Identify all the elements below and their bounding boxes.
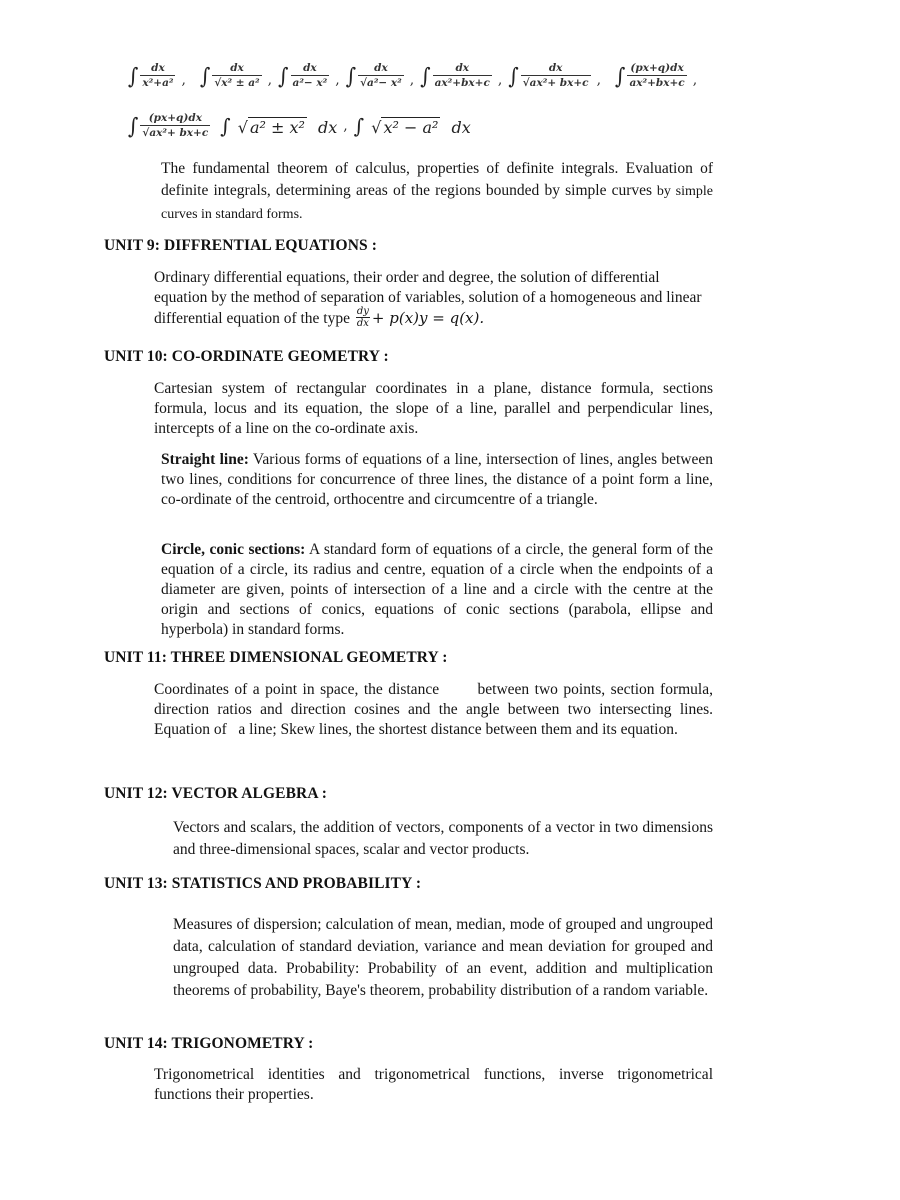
derivative-fraction <box>356 306 370 329</box>
fraction <box>140 62 175 89</box>
subsection-text: A standard form of equations of a circle, the general form of the equation of a circle, its radius and centre, equation of a circle when the endpoints of a diameter are given, points of intersection of a line and a circle with the centre at the origin and sections of conics, equations of conic sections (parabola, ellipse and hyperbola) in standard forms. <box>161 541 713 638</box>
separator: , <box>497 71 503 88</box>
subsection-label: Circle, conic sections: <box>161 541 306 558</box>
separator: , <box>181 71 186 88</box>
separator: , <box>596 71 602 88</box>
fraction-numerator: dx <box>374 62 388 74</box>
integral-sign: ∫ <box>420 62 431 89</box>
fraction-denominator: ax²+bx+c <box>434 77 490 90</box>
integral-formulas-row-2 <box>128 112 471 139</box>
integral-formula <box>615 62 687 89</box>
sqrt-integral <box>354 114 471 138</box>
integral-formula <box>200 62 262 89</box>
integral-sign: ∫ <box>345 62 357 89</box>
fraction-numerator: dx <box>151 62 165 74</box>
integral-sign: ∫ <box>615 62 626 89</box>
fraction-denominator: x²+a² <box>142 77 174 90</box>
integral-sign: ∫ <box>353 113 365 138</box>
unit-10-heading: UNIT 10: CO-ORDINATE GEOMETRY : <box>104 348 389 365</box>
fraction <box>140 112 210 139</box>
fraction <box>358 62 404 89</box>
integral-formula <box>128 112 210 139</box>
unit-11-text: Coordinates of a point in space, the distance between two points, section formula, direction ratios and direction cosines and the angle between two intersecting lines. Equation of a line; Skew lines, the shortest distance between them and its equation. <box>154 681 713 738</box>
integral-formula <box>420 62 492 89</box>
fraction-numerator: dx <box>455 62 470 74</box>
fraction-numerator: dy <box>356 306 369 317</box>
unit-12-heading: UNIT 12: VECTOR ALGEBRA : <box>104 785 327 802</box>
sqrt-integral <box>220 114 337 138</box>
sqrt-sign: √ <box>371 117 382 137</box>
paragraph-text: Ordinary differential equations, their order and degree, the solution of differential equation by the method of separation of variables, solution of a homogeneous and linear differential equation of the type <box>154 269 702 328</box>
unit-14-heading: UNIT 14: TRIGONOMETRY : <box>104 1035 314 1052</box>
radicand: x² − a² <box>383 117 439 137</box>
unit-10-text: Cartesian system of rectangular coordinates in a plane, distance formula, sections formula, locus and its equation, the slope of a line, parallel and perpendicular lines, intercepts of a line on the co-ordinate axis. <box>154 380 713 437</box>
unit-11-heading: UNIT 11: THREE DIMENSIONAL GEOMETRY : <box>104 649 448 666</box>
separator: , <box>692 71 698 88</box>
fraction-denominator: a²− x² <box>292 77 328 90</box>
fraction <box>212 62 261 89</box>
integral-formula <box>278 62 329 89</box>
integral-sign: ∫ <box>199 62 211 89</box>
integral-formula <box>346 62 404 89</box>
fraction <box>627 62 686 89</box>
fraction <box>433 62 492 89</box>
separator: , <box>267 71 273 88</box>
fraction-numerator: (px+q)dx <box>148 112 202 124</box>
calculus-paragraph <box>161 158 713 226</box>
circle-conic-section <box>161 540 713 640</box>
integral-formula <box>508 62 590 89</box>
unit-13-text: Measures of dispersion; calculation of mean, median, mode of grouped and ungrouped data, calculation of standard deviation, variance and mean deviation for grouped and ungrouped data. Probability: Probability of an event, addition and multiplication theorems of probability, Baye's theorem, probability distribution of a random variable. <box>173 916 713 999</box>
unit-9-text <box>154 268 706 331</box>
integral-formulas-row-1 <box>128 62 703 89</box>
differential: dx <box>451 117 471 137</box>
unit-9-heading: UNIT 9: DIFFRENTIAL EQUATIONS : <box>104 237 377 254</box>
fraction-numerator: (px+q)dx <box>630 62 684 74</box>
fraction-denominator: ax²+bx+c <box>629 77 685 90</box>
integral-sign: ∫ <box>278 62 289 89</box>
integral-sign: ∫ <box>508 62 519 89</box>
straight-line-section <box>161 450 713 510</box>
fraction-denominator: dx <box>356 318 369 329</box>
fraction-numerator: dx <box>303 62 317 74</box>
subsection-text: Various forms of equations of a line, intersection of lines, angles between two lines, conditions for concurrence of three lines, the distance of a point form a line, co-ordinate of the centroid, orthocentre and circumcentre of a triangle. <box>161 451 713 508</box>
fraction-denominator: √x² ± a² <box>214 77 260 90</box>
fraction <box>291 62 330 89</box>
radicand: a² ± x² <box>249 117 305 137</box>
paragraph-text: The fundamental theorem of calculus, properties of definite integrals. Evaluation of definite integrals, determining areas of the regions bounded by simple curves <box>161 160 713 199</box>
integral-sign: ∫ <box>220 113 231 138</box>
sqrt-sign: √ <box>237 117 248 137</box>
fraction <box>521 62 591 89</box>
fraction-denominator: √a²− x² <box>360 77 402 90</box>
differential: dx <box>318 117 338 137</box>
separator: , <box>409 71 415 88</box>
unit-12-text: Vectors and scalars, the addition of vectors, components of a vector in two dimensions and three-dimensional spaces, scalar and vector products. <box>173 819 713 858</box>
equation-rest: + p(x)y = q(x). <box>371 309 485 328</box>
integral-formula <box>128 62 175 89</box>
integral-sign: ∫ <box>128 62 139 89</box>
fraction-numerator: dx <box>230 62 244 74</box>
subsection-label: Straight line: <box>161 451 249 468</box>
unit-13-heading: UNIT 13: STATISTICS AND PROBABILITY : <box>104 875 422 892</box>
unit-14-text: Trigonometrical identities and trigonometrical functions, inverse trigonometrical functions their properties. <box>154 1066 713 1103</box>
paragraph-text-tail: by simple curves in standard forms. <box>161 184 713 222</box>
integral-sign: ∫ <box>128 112 139 139</box>
separator: , <box>335 71 340 88</box>
fraction-numerator: dx <box>548 62 563 74</box>
separator: , <box>343 117 348 134</box>
fraction-denominator: √ax²+ bx+c <box>522 77 589 90</box>
fraction-denominator: √ax²+ bx+c <box>142 127 209 140</box>
